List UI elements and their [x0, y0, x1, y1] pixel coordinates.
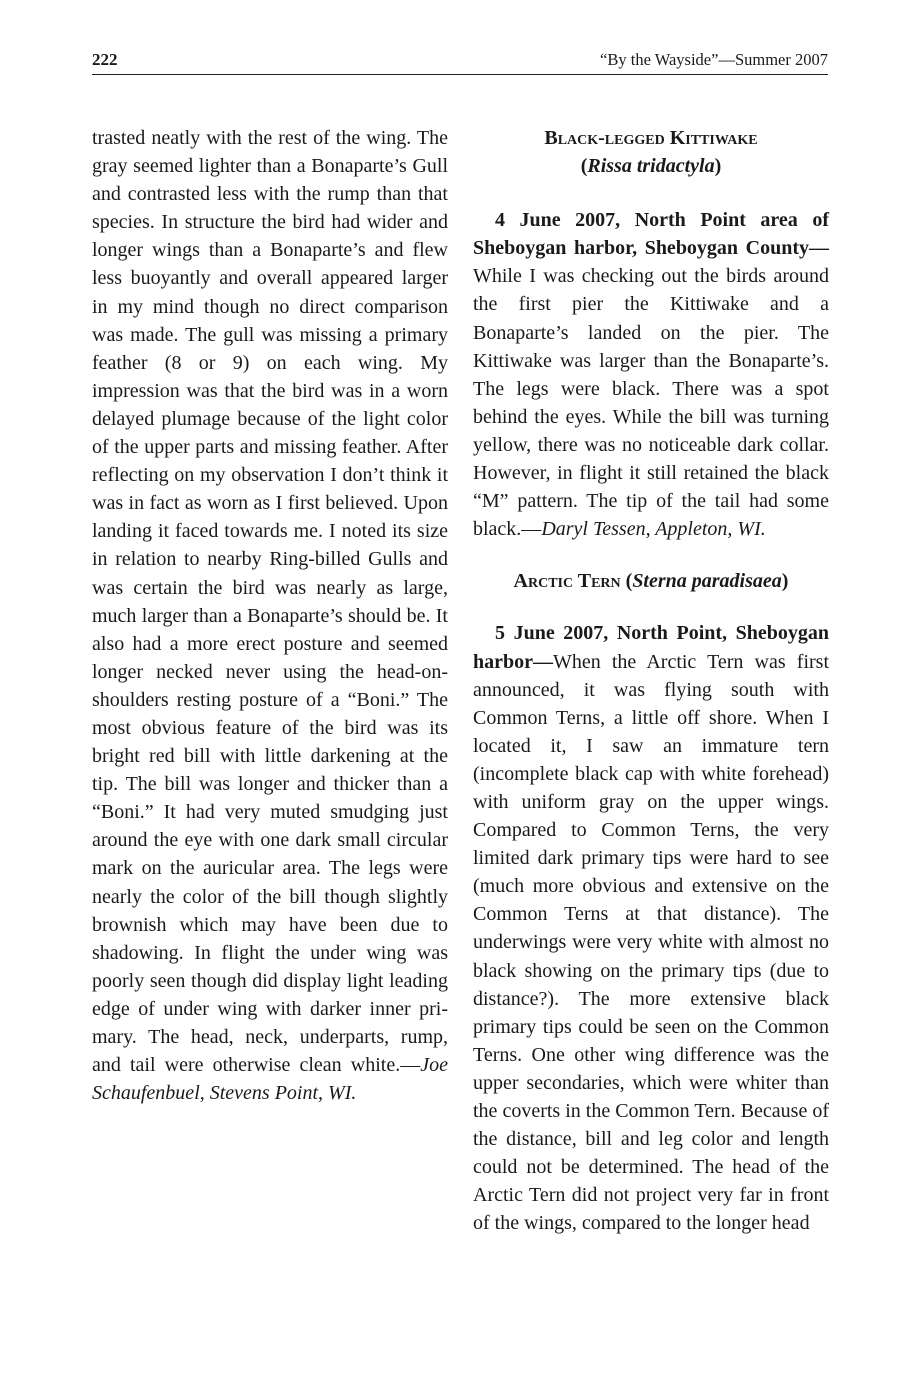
page-number: 222: [92, 50, 118, 69]
tern-heading: Arctic Tern (Sterna paradisaea): [513, 570, 789, 593]
observer-signature: Joe Schaufenbuel, Stevens Point, WI.: [92, 1054, 448, 1105]
tern-common-name: Arctic Tern: [513, 570, 621, 593]
kittiwake-account: [473, 206, 829, 543]
spacer: [473, 180, 829, 206]
tern-scientific-name: Sterna paradisaea: [632, 570, 782, 593]
right-column: [473, 124, 829, 1237]
kittiwake-common-name: Black-legged Kittiwake: [544, 127, 758, 149]
kittiwake-heading: Black-legged Kittiwake (Rissa tridactyla): [544, 127, 758, 178]
tern-body: When the Arctic Tern was first announced, it was flying south with Common Terns, a little off shore. When I located it, I saw an immature tern (incomplete black cap with white forehead) with uniform gray on the upper wings. Compared to Common Terns, the very limited dark primary tips were hard to see (much more obvious and extensive on the Common Terns at that distance). The underwings were very white with almost no black showing on the primary tips (due to distance?). The more extensive black primary tips could be seen on the Common Terns. One other wing difference was the upper secondaries, which were whiter than the coverts in the Common Tern. Because of the distance, bill and leg color and length could not be determined. The head of the Arctic Tern did not project very far in front of the wings, compared to the longer head: [473, 650, 829, 1235]
continued-paragraph: [92, 124, 448, 1107]
tern-lead: 5 June 2007, North Point, Sheboygan harbor—: [473, 622, 829, 673]
spacer: [473, 543, 829, 567]
left-column: [92, 124, 448, 1107]
kittiwake-signature: Daryl Tessen, Appleton, WI.: [541, 518, 766, 541]
spacer: [473, 595, 829, 619]
tern-account: [473, 619, 829, 1237]
kittiwake-body: While I was checking out the birds around the first pier the Kittiwake and a Bonaparte’s landed on the pier. The Kittiwake was larger than the Bonaparte’s. The legs were black. There was a spot behind the eyes. While the bill was turning yellow, there was no noticeable dark collar. However, in flight it still retained the black “M” pattern. The tip of the tail had some black.—: [473, 265, 829, 541]
page-header: [92, 48, 828, 75]
kittiwake-scientific-name: Rissa tridactyla: [587, 155, 715, 178]
kittiwake-lead: 4 June 2007, North Point area of Sheboygan harbor, Sheboygan County—: [473, 209, 829, 260]
running-title: “By the Wayside”—Summer 2007: [600, 50, 828, 69]
continued-paragraph-text: trasted neatly with the rest of the wing. The gray seemed lighter than a Bonaparte’s Gull and contrasted less with the rump than that species. In structure the bird had wider and longer wings than a Bonaparte’s and flew less buoyantly and overall appeared larger in my mind though no direct comparison was made. The gull was missing a primary feather (8 or 9) on each wing. My impression was that the bird was in a worn delayed plumage because of the light color of the upper parts and missing feather. After reflecting on my observation I don’t think it was in fact as worn as I first believed. Upon landing it faced towards me. I noted its size in relation to nearby Ring-billed Gulls and was certain the bird was nearly as large, much larger than a Bonaparte’s should be. It also had a more erect posture and seemed longer necked never using the head-on-shoulders resting posture of a “Boni.” The most obvious feature of the bird was its bright red bill with little darkening at the tip. The bill was longer and thicker than a “Boni.” It had very muted smudging just around the eye with one dark small circular mark on the auricular area. The legs were nearly the color of the bill though slightly brownish which may have been due to shadowing. In flight the under wing was poorly seen though did display light leading edge of under wing with darker inner primary. The head, neck, underparts, rump, and tail were otherwise clean white.—: [92, 127, 448, 1077]
